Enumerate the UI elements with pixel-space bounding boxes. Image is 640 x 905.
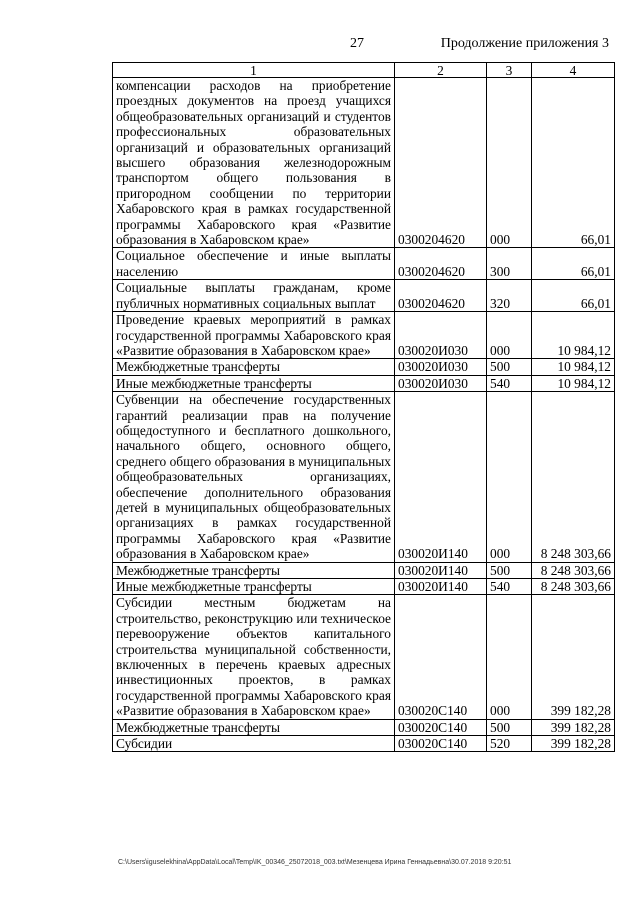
row-amount: 399 182,28 bbox=[532, 595, 615, 719]
table-row bbox=[113, 78, 615, 248]
row-name: Проведение краевых мероприятий в рамках государственной программы Хабаровского края «Развитие образования в Хабаровском крае» bbox=[113, 312, 395, 359]
row-amount: 10 984,12 bbox=[532, 359, 615, 375]
table-row bbox=[113, 375, 615, 391]
table-row bbox=[113, 392, 615, 562]
budget-table bbox=[112, 62, 615, 752]
column-header: 3 bbox=[487, 63, 532, 78]
row-type: 000 bbox=[487, 595, 532, 719]
row-amount: 8 248 303,66 bbox=[532, 392, 615, 562]
row-code: 030020С140 bbox=[395, 736, 487, 752]
row-type: 540 bbox=[487, 375, 532, 391]
table-row bbox=[113, 312, 615, 359]
row-name: Иные межбюджетные трансферты bbox=[113, 579, 395, 595]
row-code: 0300204620 bbox=[395, 78, 487, 248]
column-header: 2 bbox=[395, 63, 487, 78]
column-header: 4 bbox=[532, 63, 615, 78]
row-amount: 399 182,28 bbox=[532, 719, 615, 735]
table-row bbox=[113, 719, 615, 735]
row-code: 030020И140 bbox=[395, 579, 487, 595]
row-code: 030020И140 bbox=[395, 562, 487, 578]
row-amount: 399 182,28 bbox=[532, 736, 615, 752]
table-row bbox=[113, 595, 615, 719]
row-type: 500 bbox=[487, 359, 532, 375]
table-row bbox=[113, 579, 615, 595]
page-number: 27 bbox=[350, 36, 364, 51]
row-amount: 66,01 bbox=[532, 78, 615, 248]
row-name: Субвенции на обеспечение государственных гарантий реализации прав на получение общедоступного и бесплатного дошкольного, начального общего, основного общего, среднего общего образования в муниципальных общеобразовательных организациях, обеспечение дополнительного образования детей в муниципальных общеобразовательных организациях в рамках государственной программы Хабаровского края «Развитие образования в Хабаровском крае» bbox=[113, 392, 395, 562]
row-type: 320 bbox=[487, 280, 532, 312]
file-path-footer: C:\Users\iguselekhina\AppData\Local\Temp\IK_00346_25072018_003.txt\Мезенцева Ирина Геннадьевна\30.07.2018 9:20:51 bbox=[118, 859, 512, 866]
table-row bbox=[113, 736, 615, 752]
row-amount: 8 248 303,66 bbox=[532, 562, 615, 578]
column-header: 1 bbox=[113, 63, 395, 78]
row-code: 030020С140 bbox=[395, 595, 487, 719]
row-code: 030020И030 bbox=[395, 375, 487, 391]
row-code: 0300204620 bbox=[395, 248, 487, 280]
row-amount: 10 984,12 bbox=[532, 375, 615, 391]
row-code: 030020И140 bbox=[395, 392, 487, 562]
row-code: 0300204620 bbox=[395, 280, 487, 312]
row-code: 030020И030 bbox=[395, 312, 487, 359]
row-amount: 66,01 bbox=[532, 280, 615, 312]
row-name: Социальные выплаты гражданам, кроме публичных нормативных социальных выплат bbox=[113, 280, 395, 312]
row-type: 540 bbox=[487, 579, 532, 595]
row-type: 000 bbox=[487, 312, 532, 359]
row-amount: 8 248 303,66 bbox=[532, 579, 615, 595]
row-name: Межбюджетные трансферты bbox=[113, 562, 395, 578]
table-row bbox=[113, 359, 615, 375]
row-name: Иные межбюджетные трансферты bbox=[113, 375, 395, 391]
row-name: Социальное обеспечение и иные выплаты населению bbox=[113, 248, 395, 280]
row-name: Межбюджетные трансферты bbox=[113, 359, 395, 375]
row-code: 030020С140 bbox=[395, 719, 487, 735]
row-type: 000 bbox=[487, 78, 532, 248]
row-type: 300 bbox=[487, 248, 532, 280]
table-row bbox=[113, 562, 615, 578]
row-name: Межбюджетные трансферты bbox=[113, 719, 395, 735]
row-type: 520 bbox=[487, 736, 532, 752]
row-type: 500 bbox=[487, 562, 532, 578]
appendix-continuation-label: Продолжение приложения 3 bbox=[440, 36, 609, 51]
row-amount: 66,01 bbox=[532, 248, 615, 280]
row-name: Субсидии местным бюджетам на строительство, реконструкцию или техническое перевооружение объектов капитального строительства муниципальной собственности, включенных в перечень краевых адресных инвестиционных проектов, в рамках государственной программы Хабаровского края «Развитие образования в Хабаровском крае» bbox=[113, 595, 395, 719]
table-row bbox=[113, 248, 615, 280]
row-type: 500 bbox=[487, 719, 532, 735]
row-amount: 10 984,12 bbox=[532, 312, 615, 359]
row-name: Субсидии bbox=[113, 736, 395, 752]
table-row bbox=[113, 280, 615, 312]
row-code: 030020И030 bbox=[395, 359, 487, 375]
row-name: компенсации расходов на приобретение проездных документов на проезд учащихся общеобразовательных организаций и студентов профессиональных образовательных организаций и образовательных организаций высшего образования железнодорожным транспортом общего пользования в пригородном сообщении по территории Хабаровского края в рамках государственной программы Хабаровского края «Развитие образования в Хабаровском крае» bbox=[113, 78, 395, 248]
table-header-row bbox=[113, 63, 615, 78]
row-type: 000 bbox=[487, 392, 532, 562]
